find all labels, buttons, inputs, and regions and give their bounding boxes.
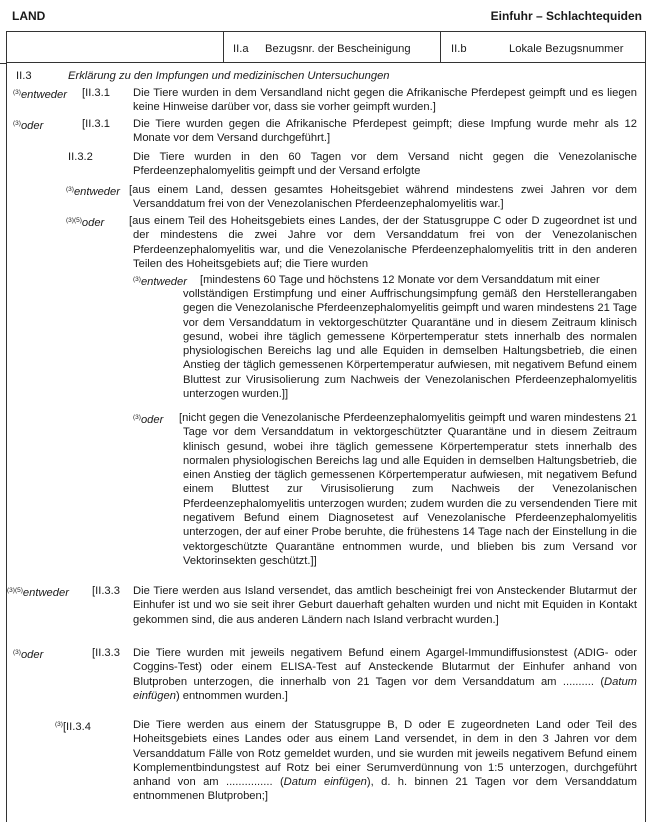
clause-option: $^{(3)(5)}$oder <box>66 217 105 229</box>
column-divider <box>223 32 224 62</box>
clause-text: Die Tiere wurden in den 60 Tagen vor dem Versand nicht gegen die Venezolanische Pferdeenzephalomyelitis geimpft und der Versand erfolgte <box>133 151 637 178</box>
certificate-ref-code: II.a <box>233 43 249 55</box>
clause-code: [II.3.3 <box>92 647 120 659</box>
clause-code: [II.3.1 <box>82 118 110 130</box>
section-code: II.3 <box>16 70 32 82</box>
clause-text: Die Tiere wurden mit jeweils negativem Befund einem Agargel-Immundiffusionstest (ADIG- oder Coggins-Test) oder einem ELISA-Test auf Ansteckende Blutarmut der Einhufer anhand von Blutproben unterzogen, die innerhalb von 21 Tagen vor dem Versanddatum am .......... (Datum einfügen) entnommen wurden.] <box>133 647 637 702</box>
clause-option: $^{(3)}$oder <box>13 120 44 132</box>
reference-row <box>6 31 646 63</box>
clause-code: II.3.2 <box>68 151 93 163</box>
local-ref-label: Lokale Bezugsnummer <box>509 43 624 55</box>
country-label: LAND <box>12 9 46 23</box>
clause-option: $^{(3)}$entweder <box>13 89 67 101</box>
clause-text: Die Tiere wurden gegen die Afrikanische Pferdepest geimpft; diese Impfung wurde mehr als 12 Monate vor dem Versand durchgeführt.] <box>133 118 637 145</box>
clause-text: Die Tiere wurden in dem Versandland nicht gegen die Afrikanische Pferdepest geimpft und es liegen keine Hinweise darüber vor, dass sie vorher geimpft wurden.] <box>133 87 637 114</box>
date-placeholder: Datum einfügen <box>133 675 637 702</box>
column-divider <box>440 32 441 62</box>
clause-option: $^{(3)(5)}$entweder <box>7 587 69 599</box>
certificate-ref-label: Bezugsnr. der Bescheinigung <box>265 43 411 55</box>
date-placeholder: Datum einfügen <box>283 776 367 789</box>
clause-option: $^{(3)}$oder <box>133 414 164 426</box>
clause-code: $^{(3)}$[II.3.4 <box>55 721 91 733</box>
clause-option: $^{(3)}$oder <box>13 649 44 661</box>
section-title: Erklärung zu den Impfungen und medizinischen Untersuchungen <box>68 70 390 82</box>
clause-code: [II.3.1 <box>82 87 110 99</box>
clause-option: $^{(3)}$entweder <box>133 276 187 288</box>
clause-text: [aus einem Land, dessen gesamtes Hoheitsgebiet während mindestens zwei Jahren vor dem Versanddatum frei von der Venezolanischen Pferdeenzephalomyelitis war.] <box>129 184 637 211</box>
clause-text: [nicht gegen die Venezolanische Pferdeenzephalomyelitis geimpft und waren mindestens 21 Tage vor dem Versanddatum in vektorgeschützter Quarantäne und in diesem Zeitraum klinisch gesund, wobei ihre täglich gemessene Körpertemperatur stets innerhalb des normalen physiologischen Bereichs lag und alle Equiden in demselben Haltungsbetrieb, die einen Anstieg der täglich gemessenen Körpertemperatur aufwiesen, mit negativem Befund einem Bluttest zur Virusisolierung zum Nachweis der Venezolanischen Pferdeenzephalomyelitis unterzogen wurden; zudem wurden die zu versendenden Tiere mit negativem Befund einem Diagnosetest auf Venezolanische Pferdeenzephalomyelitis unterzogen, der auf einer Probe beruhte, die frühestens 14 Tage nach der Einstellung in die vektorgeschützte Quarantäne entnommen wurde, und blieben bis zum Versand vor Vektorinsekten geschützt.]] <box>179 412 637 567</box>
clause-text: vollständigen Erstimpfung und einer Auffrischungsimpfung gemäß den Herstellerangaben gegen die Venezolanische Pferdeenzephalomyelitis geimpft und waren mindestens 21 Tage vor dem Versanddatum in vektorgeschützter Quarantäne und in diesem Zeitraum klinisch gesund, wobei ihre täglich gemessene Körpertemperatur stets innerhalb des normalen physiologischen Bereichs lag und alle Equiden in demselben Haltungsbetrieb, die einen Anstieg der täglich gemessenen Körpertemperatur aufwiesen, mit negativem Befund einem Bluttest zur Virusisolierung zum Nachweis der Venezolanischen Pferdeenzephalomyelitis unterzogen wurden.]] <box>183 288 637 401</box>
clause-option: $^{(3)}$entweder <box>66 186 120 198</box>
clause-text-first-line: [mindestens 60 Tage und höchstens 12 Monate vor dem Versanddatum mit einer <box>200 274 600 286</box>
clause-text: [aus einem Teil des Hoheitsgebiets eines Landes, der der Statusgruppe C oder D zugeordnet ist und der mindestens die zwei Jahre vor dem Versanddatum frei von der Venezolanischen Pferdeenzephalomyelitis war, und die Venezolanische Pferdeenzephalomyelitis tritt in den anderen Teilen des Hoheitsgebiets auf; die Tiere wurden <box>129 215 637 270</box>
clause-text: Die Tiere werden aus einem der Statusgruppe B, D oder E zugeordneten Land oder Teil des Hoheitsgebiets eines Landes oder aus einem Land versendet, in dem in den 3 Jahren vor dem Versanddatum Fälle von Rotz gemeldet wurden, und sie wurden mit jeweils negativem Befund einem Komplementbindungstest auf Rotz bei einer Serumverdünnung von 1:5 unterzogen, durchgeführt anhand von am ............... (Datum einfügen), d. h. binnen 21 Tagen vor dem Versanddatum entnommenen Blutproben;] <box>133 719 637 803</box>
clause-text: Die Tiere werden aus Island versendet, das amtlich bescheinigt frei von Ansteckender Blutarmut der Einhufer ist und wo sie seit ihrer Geburt dauerhaft gehalten wurden und nicht mit Equiden in Kontakt gekommen sind, die aus anderen Ländern nach Island verbracht wurden.] <box>133 585 637 626</box>
local-ref-code: II.b <box>451 43 467 55</box>
clause-code: [II.3.3 <box>92 585 120 597</box>
document-title: Einfuhr – Schlachtequiden <box>490 9 642 23</box>
